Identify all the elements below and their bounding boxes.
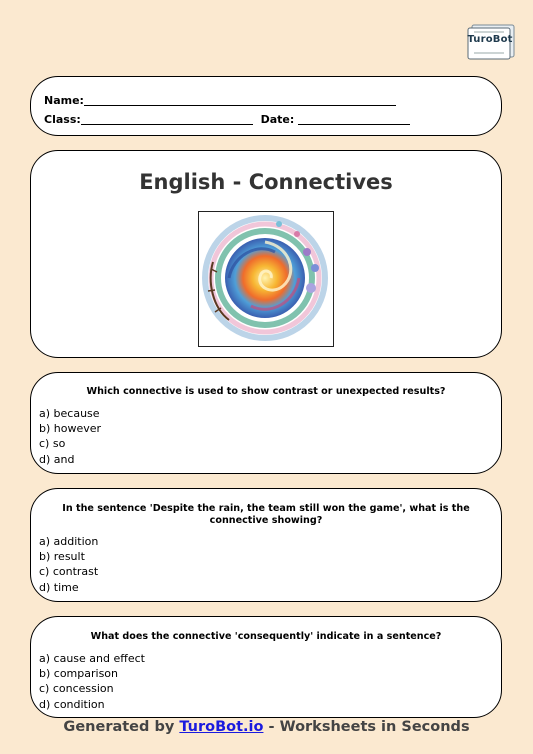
student-info-card bbox=[30, 76, 502, 136]
question-card-1 bbox=[30, 372, 502, 474]
question-card-3 bbox=[30, 616, 502, 718]
option-3b[interactable]: b) comparison bbox=[39, 667, 118, 681]
option-2a[interactable]: a) addition bbox=[39, 535, 99, 548]
turobot-logo bbox=[464, 24, 516, 60]
name-line[interactable] bbox=[84, 105, 396, 106]
option-3a[interactable]: a) cause and effect bbox=[39, 652, 145, 665]
question-1-text: Which connective is used to show contrast or unexpected results? bbox=[86, 386, 446, 397]
question-card-2 bbox=[30, 488, 502, 602]
question-2-text: In the sentence 'Despite the rain, the team still won the game', what is the connective showing? bbox=[62, 503, 470, 526]
name-field[interactable] bbox=[44, 94, 396, 107]
turobot-link[interactable]: TuroBot.io bbox=[179, 719, 264, 735]
option-3c[interactable]: c) concession bbox=[39, 682, 114, 696]
logo-text: TuroBot bbox=[467, 34, 513, 45]
option-1a[interactable]: a) because bbox=[39, 407, 100, 420]
option-3d[interactable]: d) condition bbox=[39, 697, 105, 711]
option-2c[interactable]: c) contrast bbox=[39, 565, 99, 579]
question-1-options bbox=[39, 406, 101, 467]
footer-prefix: Generated by bbox=[63, 719, 175, 735]
footer-suffix: - Worksheets in Seconds bbox=[268, 719, 470, 735]
option-1c[interactable]: c) so bbox=[39, 437, 66, 451]
class-label: Class: bbox=[44, 113, 81, 126]
question-3-options bbox=[39, 651, 145, 712]
option-1b[interactable]: b) however bbox=[39, 422, 102, 436]
option-1d[interactable]: d) and bbox=[39, 452, 75, 466]
question-3-text: What does the connective 'consequently' indicate in a sentence? bbox=[90, 631, 442, 642]
option-2b[interactable]: b) result bbox=[39, 550, 85, 564]
date-label: Date: bbox=[260, 113, 295, 126]
class-field[interactable] bbox=[44, 113, 410, 126]
swirl-illustration bbox=[198, 211, 334, 347]
question-2-options bbox=[39, 534, 98, 595]
date-line[interactable] bbox=[298, 124, 410, 125]
footer bbox=[0, 719, 533, 735]
title-card bbox=[30, 150, 502, 358]
option-2d[interactable]: d) time bbox=[39, 580, 79, 594]
class-line[interactable] bbox=[81, 124, 253, 125]
name-label: Name: bbox=[44, 94, 84, 107]
worksheet-title: English - Connectives bbox=[139, 170, 393, 194]
